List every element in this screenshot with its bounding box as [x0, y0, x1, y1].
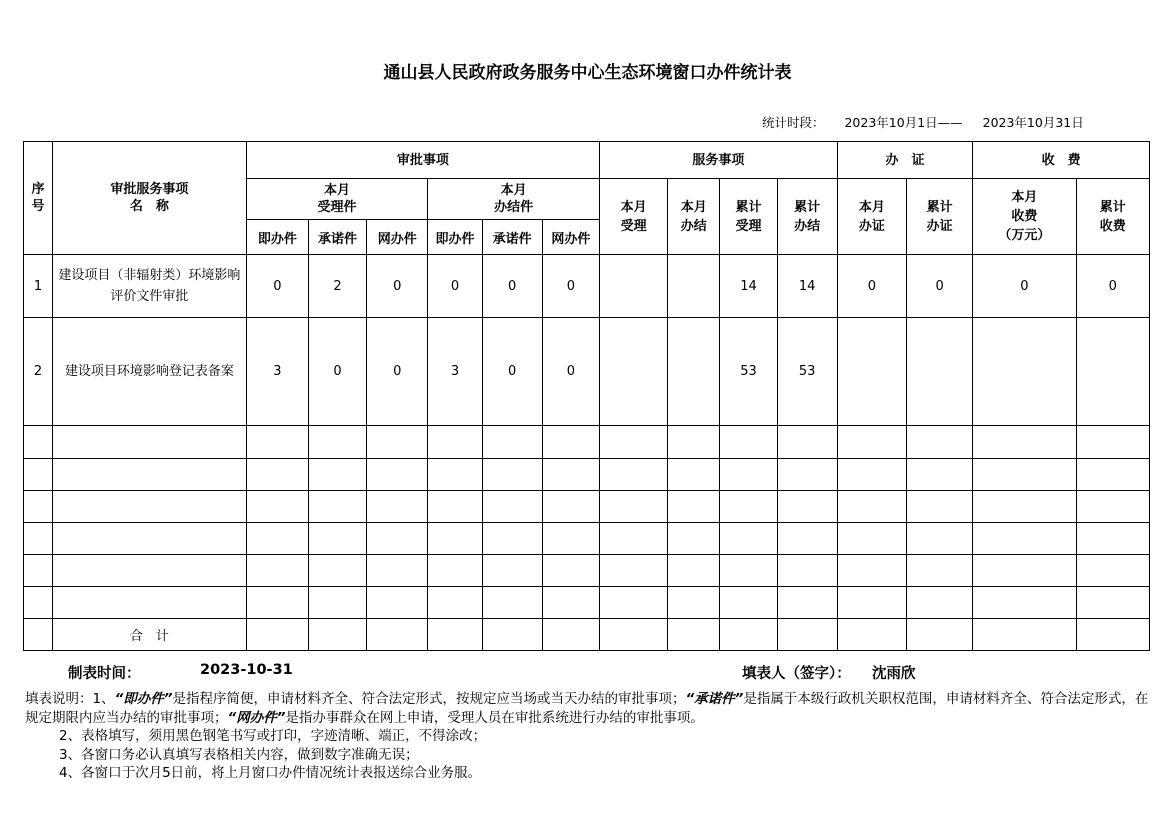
empty-row — [24, 523, 1150, 555]
cell: 0 — [542, 255, 599, 318]
header-approval: 审批事项 — [246, 142, 599, 179]
cell: 0 — [482, 255, 542, 318]
header-service-total-done: 累计 办结 — [777, 179, 837, 255]
cell: 0 — [1076, 255, 1149, 318]
page-title: 通山县人民政府政务服务中心生态环境窗口办件统计表 — [383, 63, 792, 83]
cell — [668, 318, 720, 426]
cell: 0 — [428, 255, 482, 318]
header-fee: 收 费 — [973, 142, 1150, 179]
header-sub-online: 网办件 — [367, 220, 428, 255]
header-month-accept: 本月 受理件 — [246, 179, 428, 220]
period-start: 2023年10月1日—— — [844, 115, 963, 130]
cell: 0 — [973, 255, 1076, 318]
period-end: 2023年10月31日 — [982, 115, 1084, 130]
cell: 3 — [428, 318, 482, 426]
cell: 0 — [542, 318, 599, 426]
empty-row — [24, 459, 1150, 491]
row-seq: 1 — [24, 255, 53, 318]
header-sub-instant: 即办件 — [246, 220, 308, 255]
header-fee-month: 本月 收费 （万元） — [973, 179, 1076, 255]
instructions — [25, 690, 1150, 783]
instruction-1: 填表说明：1、“即办件”是指程序简便，申请材料齐全、符合法定形式，按规定应当场或当天办结的审批事项；“承诺件”是指属于本级行政机关职权范围，申请材料齐全、符合法定形式，在规定期限内应当办结的审批事项；“网办件”是指办事群众在网上申请，受理人员在审批系统进行办结的审批事项。 — [25, 691, 1149, 726]
row-name: 建设项目（非辐射类）环境影响评价文件审批 — [53, 255, 247, 318]
table-row — [24, 318, 1150, 426]
statistics-period — [762, 113, 1084, 131]
instruction-2: 2、表格填写，须用黑色钢笔书写或打印，字迹清晰、端正，不得涂改； — [59, 728, 487, 744]
cell: 53 — [777, 318, 837, 426]
header-service-total-accept: 累计 受理 — [720, 179, 777, 255]
table-row — [24, 255, 1150, 318]
cell: 0 — [907, 255, 973, 318]
header-row-1 — [24, 142, 1150, 179]
instruction-3: 3、各窗口务必认真填写表格相关内容，做到数字准确无误； — [59, 746, 419, 763]
period-label: 统计时段： — [762, 115, 825, 130]
header-fee-total: 累计 收费 — [1076, 179, 1149, 255]
cell: 14 — [777, 255, 837, 318]
header-name: 审批服务事项 名 称 — [53, 142, 247, 255]
cell: 0 — [246, 255, 308, 318]
cell: 0 — [837, 255, 906, 318]
header-service-month-done: 本月 办结 — [668, 179, 720, 255]
prepared-time-value: 2023-10-31 — [200, 662, 293, 678]
row-name: 建设项目环境影响登记表备案 — [53, 318, 247, 426]
signer-name: 沈雨欣 — [872, 666, 916, 682]
header-license-total: 累计 办证 — [907, 179, 973, 255]
total-label: 合 计 — [53, 619, 247, 651]
header-sub-promise: 承诺件 — [308, 220, 366, 255]
header-service-month-accept: 本月 受理 — [599, 179, 667, 255]
prepared-time-label: 制表时间： — [68, 666, 141, 682]
cell — [1076, 318, 1149, 426]
header-license: 办 证 — [837, 142, 972, 179]
cell — [837, 318, 906, 426]
cell: 2 — [308, 255, 366, 318]
cell: 3 — [246, 318, 308, 426]
header-sub-instant: 即办件 — [428, 220, 482, 255]
cell: 14 — [720, 255, 777, 318]
header-month-done: 本月 办结件 — [428, 179, 600, 220]
empty-row — [24, 555, 1150, 587]
empty-row — [24, 587, 1150, 619]
cell — [599, 255, 667, 318]
signer-label: 填表人（签字）： — [742, 666, 851, 682]
cell — [668, 255, 720, 318]
cell — [907, 318, 973, 426]
cell: 0 — [482, 318, 542, 426]
cell: 0 — [308, 318, 366, 426]
instruction-4: 4、各窗口于次月5日前，将上月窗口办件情况统计表报送综合业务服。 — [59, 765, 482, 781]
cell: 0 — [367, 255, 428, 318]
header-license-month: 本月 办证 — [837, 179, 906, 255]
header-sub-online: 网办件 — [542, 220, 599, 255]
empty-row — [24, 426, 1150, 459]
total-row — [24, 619, 1150, 651]
statistics-table — [23, 141, 1150, 651]
header-sub-promise: 承诺件 — [482, 220, 542, 255]
header-seq: 序 号 — [24, 142, 53, 255]
row-seq: 2 — [24, 318, 53, 426]
header-service: 服务事项 — [599, 142, 837, 179]
cell: 0 — [367, 318, 428, 426]
empty-row — [24, 491, 1150, 523]
cell: 53 — [720, 318, 777, 426]
cell — [599, 318, 667, 426]
cell — [973, 318, 1076, 426]
